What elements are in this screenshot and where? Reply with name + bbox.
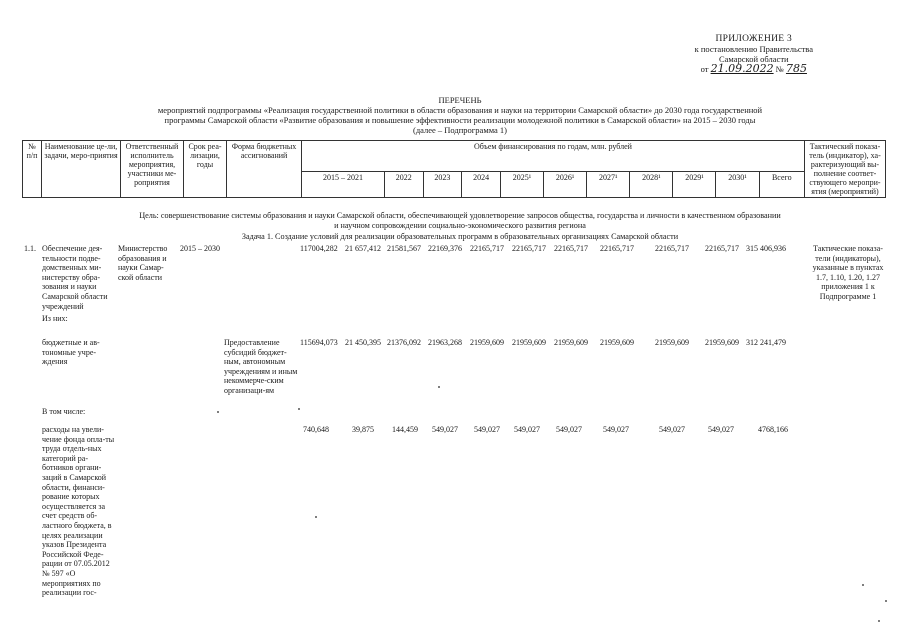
header-col-funding: Объем финансирования по годам, млн. рублей: [302, 141, 805, 172]
header-col-resp: Ответственный исполнитель мероприятия, участники ме-роприятия: [121, 141, 184, 198]
row4-value-5: 549,027: [514, 425, 540, 434]
row4-value-7: 549,027: [603, 425, 629, 434]
scan-speck: [438, 386, 440, 388]
row1-value-total: 315 406,936: [746, 244, 786, 253]
row1-responsible: Министерство образования и науки Самар-ской области: [118, 244, 168, 282]
scan-speck: [217, 411, 219, 413]
row1-value-8: 22165,717: [655, 244, 689, 253]
header-year-2: 2023: [423, 172, 462, 198]
row4-value-4: 549,027: [474, 425, 500, 434]
row4-value-6: 549,027: [556, 425, 582, 434]
heading-line2: программы Самарской области «Развитие образования и повышение эффективности реализации молодежной политики в Самарской области» на 2015 – 2030 годы: [164, 115, 756, 125]
row2-value-5: 21959,609: [512, 338, 546, 347]
row2-form: Предоставление субсидий бюджет-ным, автономным учреждениям и иным некоммерче-ским организаци-ям: [224, 338, 298, 395]
header-col-indicator: Тактический показа-тель (индикатор), ха-рактеризующий вы-полнение соответ-ствующего меропри-ятия (мероприятий): [805, 141, 886, 198]
appendix-date-line: [695, 64, 813, 74]
row1-value-6: 22165,717: [554, 244, 588, 253]
scan-speck: [298, 408, 300, 410]
header-year-5: 2026¹: [544, 172, 587, 198]
row2-value-4: 21959,609: [470, 338, 504, 347]
heading-line1: мероприятий подпрограммы «Реализация государственной политики в области образования и науки на территории Самарской области» до 2030 года государственной: [157, 105, 763, 115]
table-header: [22, 140, 886, 198]
appendix-title: ПРИЛОЖЕНИЕ 3: [715, 34, 793, 44]
row2-name: бюджетные и ав-тономные учре-ждения: [42, 338, 100, 367]
row1-value-3: 22169,376: [428, 244, 462, 253]
heading-line3: (далее – Подпрограмма 1): [413, 125, 507, 135]
header-col-term: Срок реа-лизации, годы: [184, 141, 227, 198]
header-year-6: 2027¹: [587, 172, 630, 198]
header-col-form: Форма бюджетных ассигнований: [227, 141, 302, 198]
row1-term: 2015 – 2030: [180, 244, 220, 253]
row1-name: Обеспечение дея-тельности подве-домственных ми-нистерству обра-зования и науки Самарской области учреждений: [42, 244, 108, 311]
row4-value-1: 39,875: [352, 425, 374, 434]
header-col-no: № п/п: [23, 141, 42, 198]
appendix-line1: к постановлению Правительства: [694, 44, 813, 54]
header-year-9: 2030¹: [716, 172, 759, 198]
task-text: Задача 1. Создание условий для реализации образовательных программ в образовательных организациях Самарской области: [241, 232, 679, 241]
row4-value-3: 549,027: [432, 425, 458, 434]
date-value: 21.09.2022: [710, 62, 774, 75]
header-col-name: Наименование це-ли, задачи, меро-приятия: [42, 141, 121, 198]
row1-value-5: 22165,717: [512, 244, 546, 253]
row4-name: расходы на увели-чение фонда опла-ты труда отдель-ных категорий ра-ботников органи-заций в Самарской области, финанси-рование которых осуществляется за счет средств об-ластного бюджета, в целях реализации указов Президента Российской Феде-рации от 07.05.2012 № 597 «О мероприятиях по реализации гос-: [42, 425, 115, 598]
row3-label: В том числе:: [42, 407, 86, 416]
goal-line1: Цель: совершенствование системы образования и науки Самарской области, обеспечивающей удовлетворение запросов общества, государства и личности в качественном образовании: [139, 211, 781, 220]
appendix-line2: Самарской области: [718, 54, 789, 64]
row4-value-9: 549,027: [708, 425, 734, 434]
row1-value-4: 22165,717: [470, 244, 504, 253]
row2-value-7: 21959,609: [600, 338, 634, 347]
row1-indicator: Тактические показа-тели (индикаторы), указанные в пунктах 1.7, 1.10, 1.20, 1.27 приложения 1 к Подпрограмме 1: [812, 244, 884, 301]
row1-of-which: Из них:: [42, 314, 68, 323]
scan-speck: [878, 620, 880, 622]
header-year-3: 2024: [462, 172, 501, 198]
goal-line2: и научном сопровождении социально-экономического развития региона: [334, 221, 586, 230]
row1-value-9: 22165,717: [705, 244, 739, 253]
date-prefix: от: [700, 64, 709, 74]
row4-value-total: 4768,166: [758, 425, 788, 434]
row2-value-total: 312 241,479: [746, 338, 786, 347]
row-number: 1.1.: [24, 244, 36, 253]
scan-speck: [862, 584, 864, 586]
header-year-7: 2028¹: [630, 172, 673, 198]
row2-value-2: 21376,092: [387, 338, 421, 347]
header-year-1: 2022: [384, 172, 423, 198]
document-heading: [120, 95, 800, 135]
row1-value-1: 21 657,412: [345, 244, 381, 253]
row2-value-1: 21 450,395: [345, 338, 381, 347]
appendix-block: [695, 34, 813, 74]
row4-value-2: 144,459: [392, 425, 418, 434]
header-year-4: 2025¹: [500, 172, 543, 198]
number-prefix: №: [775, 64, 784, 74]
row2-value-6: 21959,609: [554, 338, 588, 347]
row2-value-9: 21959,609: [705, 338, 739, 347]
header-year-0: 2015 – 2021: [302, 172, 385, 198]
heading-title: ПЕРЕЧЕНЬ: [438, 95, 482, 105]
header-year-8: 2029¹: [673, 172, 716, 198]
scan-speck: [885, 600, 887, 602]
row4-value-8: 549,027: [659, 425, 685, 434]
row4-value-0: 740,648: [303, 425, 329, 434]
scan-speck: [315, 516, 317, 518]
row2-value-0: 115694,073: [300, 338, 338, 347]
row1-value-2: 21581,567: [387, 244, 421, 253]
row2-value-8: 21959,609: [655, 338, 689, 347]
row2-value-3: 21963,268: [428, 338, 462, 347]
header-year-total: Всего: [759, 172, 804, 198]
number-value: 785: [785, 62, 807, 75]
row1-value-0: 117004,282: [300, 244, 338, 253]
row1-value-7: 22165,717: [600, 244, 634, 253]
goal-text: [100, 211, 820, 231]
